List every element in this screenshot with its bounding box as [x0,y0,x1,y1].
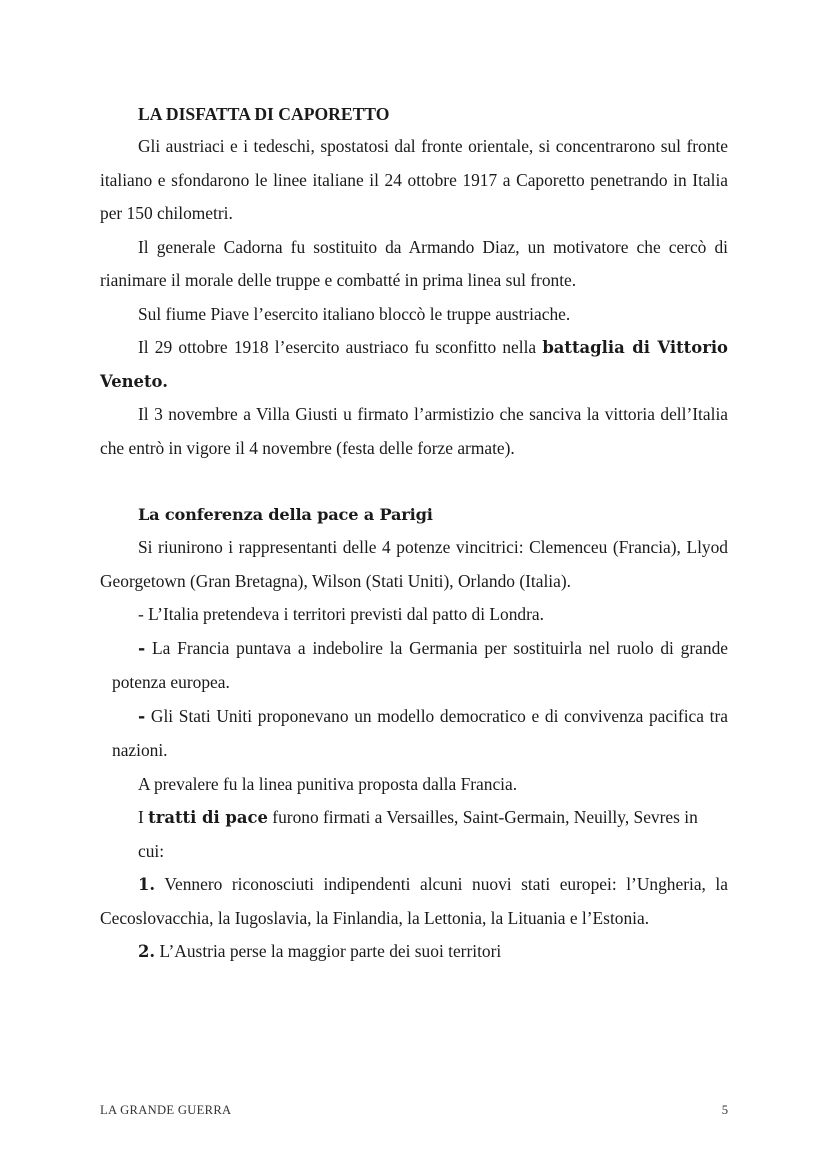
dash-marker: - [138,706,146,727]
paragraph-treaties [100,801,728,868]
list-item-text: La Francia puntava a indebolire la Germania per sostituirla nel ruolo di grande potenza europea. [112,637,728,692]
section-title-caporetto: LA DISFATTA DI CAPORETTO [138,104,390,124]
paragraph-vittorio-veneto [100,331,728,398]
page-number: 5 [721,1103,728,1117]
paragraph: Si riunirono i rappresentanti delle 4 potenze vincitrici: Clemenceu (Francia), Llyod Georgetown (Gran Bretagna), Wilson (Stati Uniti), Orlando (Italia). [100,537,728,591]
dash-marker: - [138,638,146,659]
numbered-item [100,935,728,969]
footer-title: LA GRANDE GUERRA [100,1103,232,1117]
bold-text: battaglia di Vittorio Veneto. [100,338,728,391]
section-title-conferenza: La conferenza della pace a Parigi [138,505,433,524]
item-number: 1. [138,875,156,894]
paragraph: Sul fiume Piave l’esercito italiano bloccò le truppe austriache. [138,303,571,324]
list-item [100,700,728,768]
list-item: - L’Italia pretendeva i territori previsti dal patto di Londra. [138,604,544,624]
numbered-item [100,868,728,935]
numbered-item-text: Vennero riconosciuti indipendenti alcuni nuovi stati europei: l’Ungheria, la Cecoslovacchia, la Iugoslavia, la Finlandia, la Lettonia, la Lituania e l’Estonia. [100,874,728,928]
page-content [100,98,728,969]
spacer [100,465,728,499]
bold-text: tratti di pace [148,808,268,827]
text-span: I [138,807,149,827]
list-item [100,632,728,700]
paragraph: Il generale Cadorna fu sostituito da Armando Diaz, un motivatore che cercò di rianimare il morale delle truppe e combatté in prima linea sul fronte. [100,236,728,290]
text-span: furono firmati a Versailles, Saint-Germain, Neuilly, Sevres in cui: [138,807,698,861]
list-item-text: Gli Stati Uniti proponevano un modello democratico e di convivenza pacifica tra nazioni. [112,705,728,760]
paragraph: Il 3 novembre a Villa Giusti u firmato l’armistizio che sanciva la vittoria dell’Italia che entrò in vigore il 4 novembre (festa delle forze armate). [100,404,728,458]
numbered-item-text: L’Austria perse la maggior parte dei suoi territori [159,941,502,961]
paragraph: A prevalere fu la linea punitiva proposta dalla Francia. [138,773,518,794]
text-span: Il 29 ottobre 1918 l’esercito austriaco fu sconfitto nella [138,337,543,357]
paragraph: Gli austriaci e i tedeschi, spostatosi dal fronte orientale, si concentrarono sul fronte italiano e sfondarono le linee italiane il 24 ottobre 1917 a Caporetto penetrando in Italia per 150 chilometri. [100,136,728,223]
item-number: 2. [138,942,156,961]
